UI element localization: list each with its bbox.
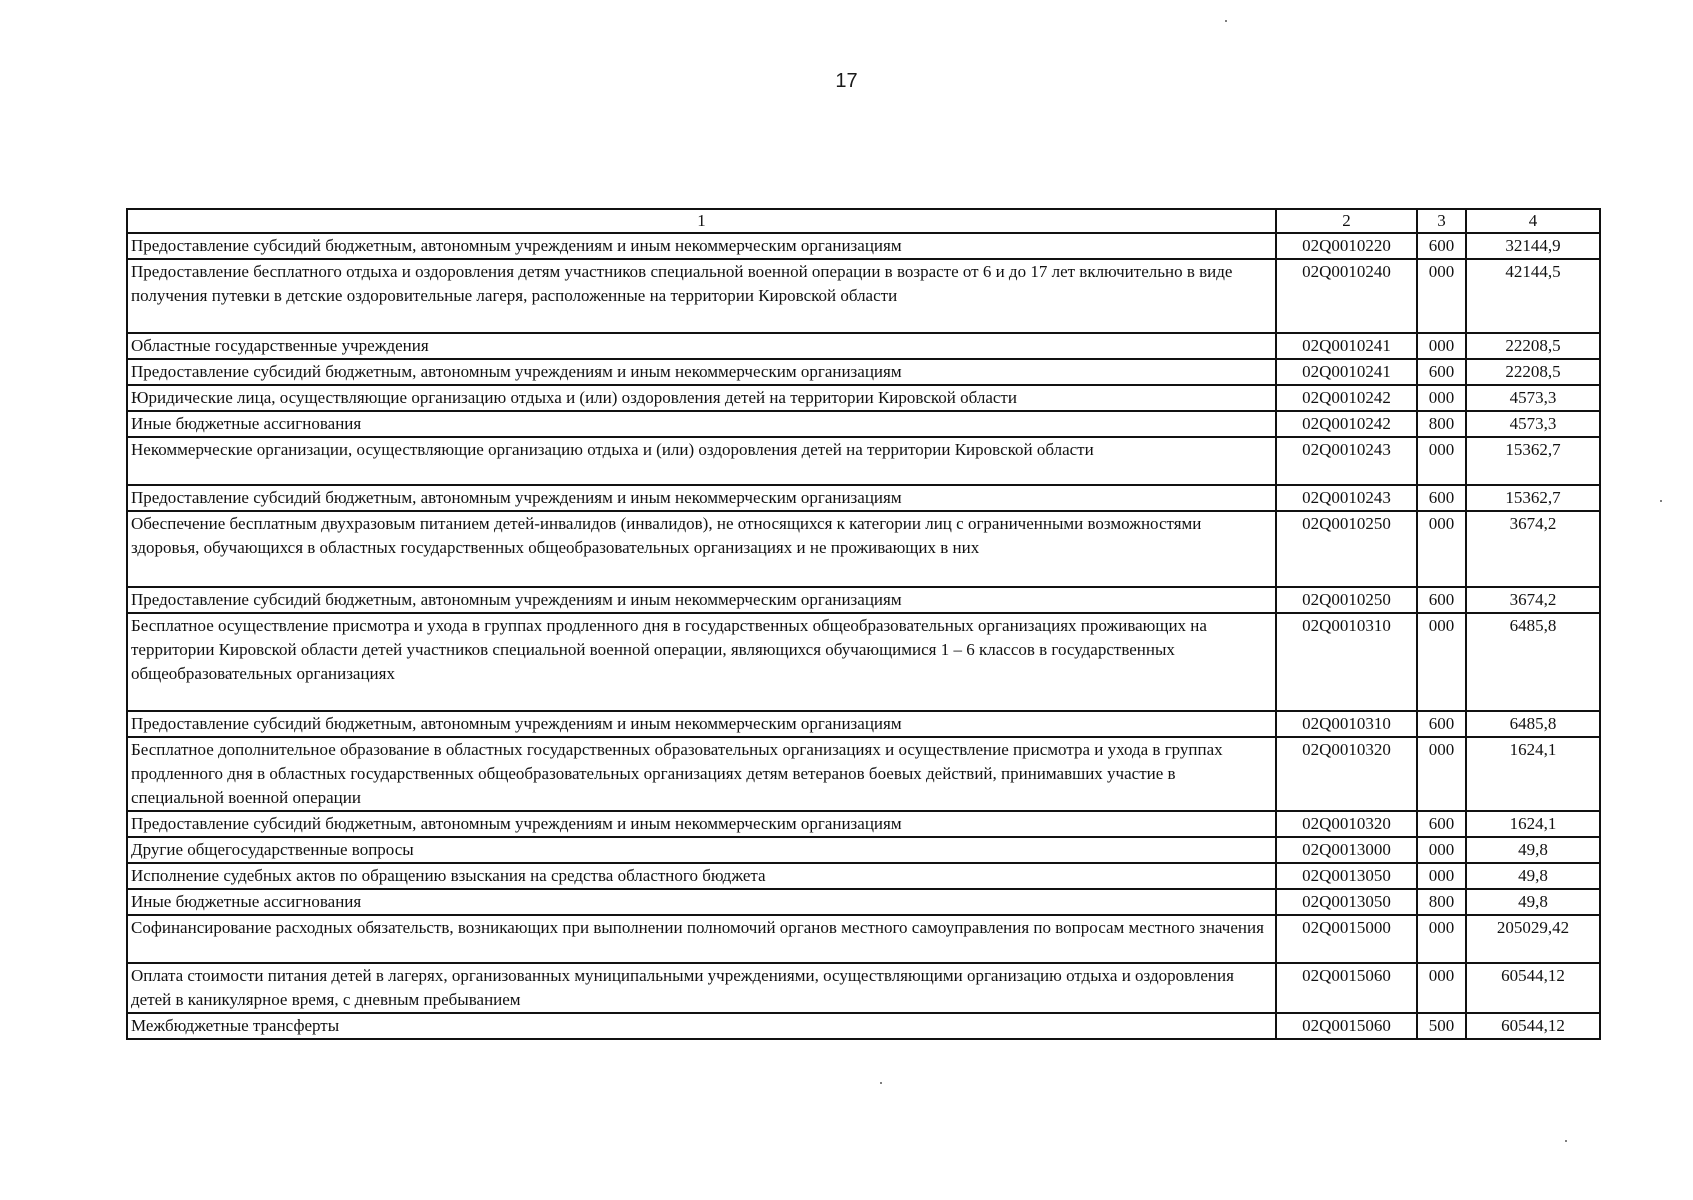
row-code: 02Q0010320 bbox=[1276, 737, 1417, 811]
table-row bbox=[127, 613, 1600, 711]
scan-speck bbox=[1565, 1140, 1567, 1142]
row-name: Предоставление субсидий бюджетным, автономным учреждениям и иным некоммерческим организациям bbox=[127, 587, 1276, 613]
row-name: Иные бюджетные ассигнования bbox=[127, 889, 1276, 915]
row-amount: 6485,8 bbox=[1466, 711, 1600, 737]
scan-speck bbox=[1225, 20, 1227, 22]
row-code: 02Q0013050 bbox=[1276, 889, 1417, 915]
row-name: Исполнение судебных актов по обращению взыскания на средства областного бюджета bbox=[127, 863, 1276, 889]
row-name: Бесплатное осуществление присмотра и ухода в группах продленного дня в государственных общеобразовательных организациях проживающих на территории Кировской области детей участников специальной военной операции, являющихся обучающимися 1 – 6 классов в государственных общеобразовательных организациях bbox=[127, 613, 1276, 711]
row-type: 600 bbox=[1417, 485, 1466, 511]
row-type: 600 bbox=[1417, 359, 1466, 385]
table-row bbox=[127, 863, 1600, 889]
row-code: 02Q0010320 bbox=[1276, 811, 1417, 837]
row-amount: 60544,12 bbox=[1466, 963, 1600, 1013]
row-type: 600 bbox=[1417, 587, 1466, 613]
row-name: Областные государственные учреждения bbox=[127, 333, 1276, 359]
row-type: 000 bbox=[1417, 259, 1466, 333]
row-name: Предоставление субсидий бюджетным, автономным учреждениям и иным некоммерческим организациям bbox=[127, 811, 1276, 837]
row-type: 600 bbox=[1417, 811, 1466, 837]
row-code: 02Q0010250 bbox=[1276, 511, 1417, 587]
table-row bbox=[127, 1013, 1600, 1039]
table-row bbox=[127, 837, 1600, 863]
row-amount: 1624,1 bbox=[1466, 811, 1600, 837]
row-code: 02Q0010250 bbox=[1276, 587, 1417, 613]
budget-table bbox=[126, 208, 1601, 1040]
row-code: 02Q0010240 bbox=[1276, 259, 1417, 333]
table-row bbox=[127, 437, 1600, 485]
row-amount: 22208,5 bbox=[1466, 359, 1600, 385]
table-row bbox=[127, 411, 1600, 437]
table-row bbox=[127, 963, 1600, 1013]
row-name: Предоставление бесплатного отдыха и оздоровления детям участников специальной военной операции в возрасте от 6 и до 17 лет включительно в виде получения путевки в детские оздоровительные лагеря, расположенные на территории Кировской области bbox=[127, 259, 1276, 333]
row-type: 000 bbox=[1417, 963, 1466, 1013]
row-code: 02Q0010310 bbox=[1276, 711, 1417, 737]
row-type: 000 bbox=[1417, 863, 1466, 889]
row-type: 000 bbox=[1417, 613, 1466, 711]
row-name: Предоставление субсидий бюджетным, автономным учреждениям и иным некоммерческим организациям bbox=[127, 485, 1276, 511]
row-amount: 4573,3 bbox=[1466, 411, 1600, 437]
row-amount: 49,8 bbox=[1466, 863, 1600, 889]
row-name: Обеспечение бесплатным двухразовым питанием детей-инвалидов (инвалидов), не относящихся к категории лиц с ограниченными возможностями здоровья, обучающихся в областных государственных общеобразовательных организациях и не проживающих в них bbox=[127, 511, 1276, 587]
table-row bbox=[127, 889, 1600, 915]
row-code: 02Q0010242 bbox=[1276, 385, 1417, 411]
row-code: 02Q0010220 bbox=[1276, 233, 1417, 259]
header-row bbox=[127, 209, 1600, 233]
row-amount: 3674,2 bbox=[1466, 511, 1600, 587]
table-row bbox=[127, 485, 1600, 511]
row-type: 000 bbox=[1417, 437, 1466, 485]
row-name: Предоставление субсидий бюджетным, автономным учреждениям и иным некоммерческим организациям bbox=[127, 233, 1276, 259]
row-code: 02Q0015060 bbox=[1276, 1013, 1417, 1039]
row-amount: 6485,8 bbox=[1466, 613, 1600, 711]
row-name: Софинансирование расходных обязательств, возникающих при выполнении полномочий органов местного самоуправления по вопросам местного значения bbox=[127, 915, 1276, 963]
row-type: 000 bbox=[1417, 915, 1466, 963]
column-header-1: 1 bbox=[127, 209, 1276, 233]
column-header-3: 3 bbox=[1417, 209, 1466, 233]
row-type: 000 bbox=[1417, 385, 1466, 411]
row-amount: 42144,5 bbox=[1466, 259, 1600, 333]
row-name: Оплата стоимости питания детей в лагерях, организованных муниципальными учреждениями, осуществляющими организацию отдыха и оздоровления детей в каникулярное время, с дневным пребыванием bbox=[127, 963, 1276, 1013]
table-row bbox=[127, 333, 1600, 359]
row-name: Предоставление субсидий бюджетным, автономным учреждениям и иным некоммерческим организациям bbox=[127, 359, 1276, 385]
row-type: 600 bbox=[1417, 233, 1466, 259]
row-amount: 60544,12 bbox=[1466, 1013, 1600, 1039]
row-code: 02Q0010241 bbox=[1276, 359, 1417, 385]
column-header-2: 2 bbox=[1276, 209, 1417, 233]
row-amount: 3674,2 bbox=[1466, 587, 1600, 613]
row-type: 800 bbox=[1417, 889, 1466, 915]
row-amount: 49,8 bbox=[1466, 889, 1600, 915]
row-type: 600 bbox=[1417, 711, 1466, 737]
row-code: 02Q0010243 bbox=[1276, 437, 1417, 485]
table-row bbox=[127, 359, 1600, 385]
row-type: 000 bbox=[1417, 333, 1466, 359]
table-row bbox=[127, 737, 1600, 811]
table-row bbox=[127, 385, 1600, 411]
row-type: 000 bbox=[1417, 737, 1466, 811]
table-row bbox=[127, 587, 1600, 613]
row-name: Бесплатное дополнительное образование в областных государственных образовательных организациях и осуществление присмотра и ухода в группах продленного дня в областных государственных общеобразовательных организациях детям ветеранов боевых действий, принимавших участие в специальной военной операции bbox=[127, 737, 1276, 811]
table-row bbox=[127, 811, 1600, 837]
scan-speck bbox=[1660, 500, 1662, 502]
row-type: 800 bbox=[1417, 411, 1466, 437]
row-type: 000 bbox=[1417, 511, 1466, 587]
column-header-4: 4 bbox=[1466, 209, 1600, 233]
row-name: Межбюджетные трансферты bbox=[127, 1013, 1276, 1039]
row-name: Юридические лица, осуществляющие организацию отдыха и (или) оздоровления детей на территории Кировской области bbox=[127, 385, 1276, 411]
row-amount: 205029,42 bbox=[1466, 915, 1600, 963]
table-row bbox=[127, 511, 1600, 587]
row-name: Некоммерческие организации, осуществляющие организацию отдыха и (или) оздоровления детей на территории Кировской области bbox=[127, 437, 1276, 485]
row-amount: 1624,1 bbox=[1466, 737, 1600, 811]
table-row bbox=[127, 711, 1600, 737]
table-row bbox=[127, 233, 1600, 259]
row-code: 02Q0010310 bbox=[1276, 613, 1417, 711]
row-code: 02Q0010243 bbox=[1276, 485, 1417, 511]
row-type: 500 bbox=[1417, 1013, 1466, 1039]
row-amount: 4573,3 bbox=[1466, 385, 1600, 411]
row-amount: 49,8 bbox=[1466, 837, 1600, 863]
row-code: 02Q0013000 bbox=[1276, 837, 1417, 863]
row-amount: 15362,7 bbox=[1466, 485, 1600, 511]
row-name: Другие общегосударственные вопросы bbox=[127, 837, 1276, 863]
scan-speck bbox=[880, 1082, 882, 1084]
row-code: 02Q0010242 bbox=[1276, 411, 1417, 437]
table-row bbox=[127, 915, 1600, 963]
row-name: Иные бюджетные ассигнования bbox=[127, 411, 1276, 437]
page-number: 17 bbox=[835, 70, 858, 92]
row-code: 02Q0015060 bbox=[1276, 963, 1417, 1013]
row-type: 000 bbox=[1417, 837, 1466, 863]
row-amount: 32144,9 bbox=[1466, 233, 1600, 259]
row-amount: 15362,7 bbox=[1466, 437, 1600, 485]
row-name: Предоставление субсидий бюджетным, автономным учреждениям и иным некоммерческим организациям bbox=[127, 711, 1276, 737]
row-code: 02Q0015000 bbox=[1276, 915, 1417, 963]
table-row bbox=[127, 259, 1600, 333]
row-amount: 22208,5 bbox=[1466, 333, 1600, 359]
row-code: 02Q0010241 bbox=[1276, 333, 1417, 359]
row-code: 02Q0013050 bbox=[1276, 863, 1417, 889]
